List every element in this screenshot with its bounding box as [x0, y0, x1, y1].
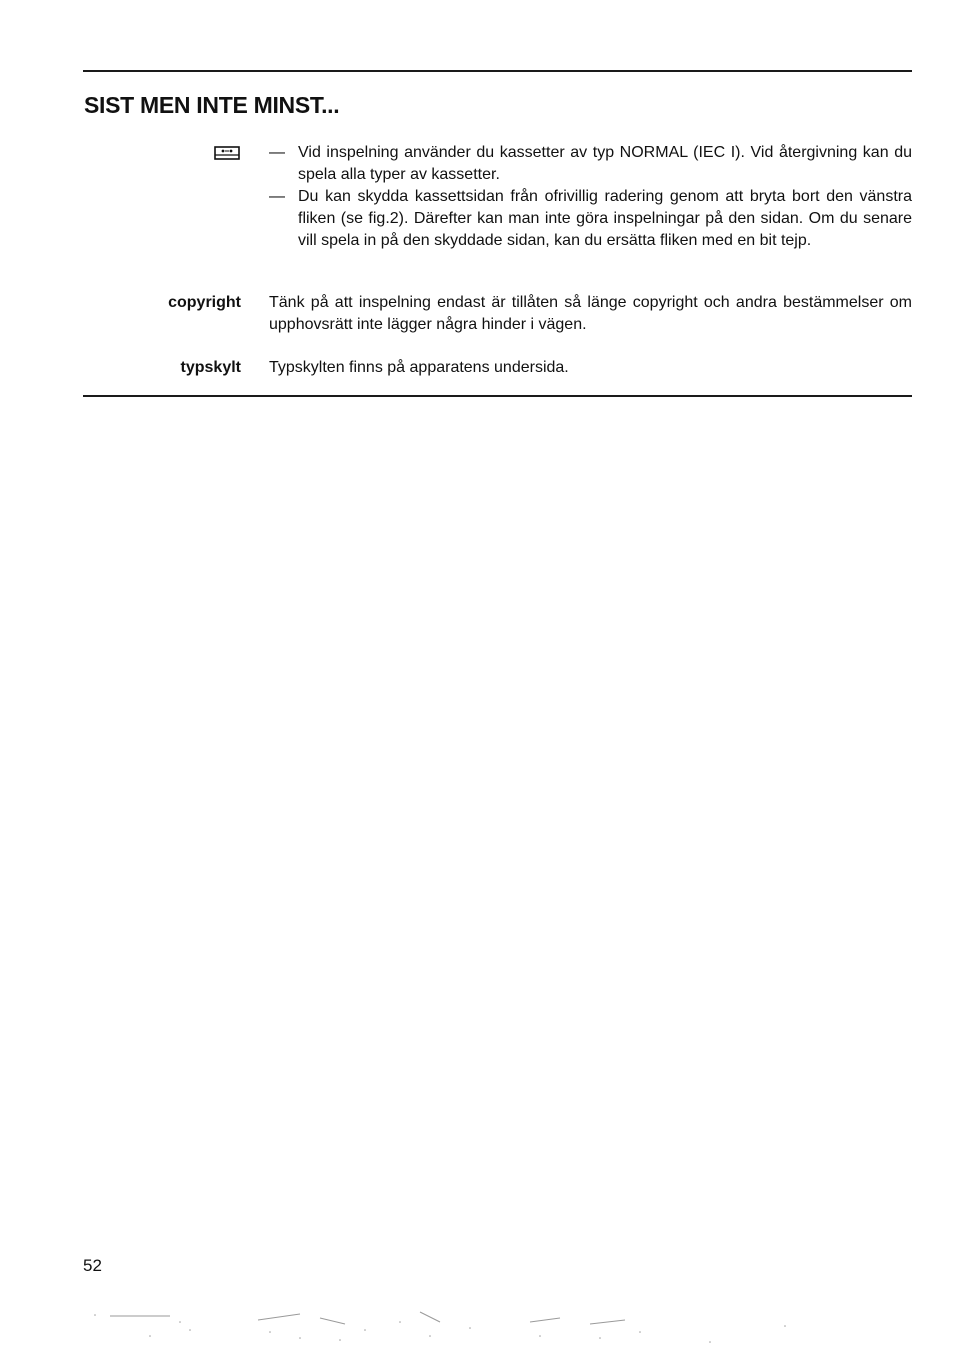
list-item [269, 142, 912, 186]
scan-artifact [0, 1300, 954, 1350]
top-rule [83, 70, 912, 72]
page-title: SIST MEN INTE MINST... [84, 92, 340, 118]
dash-marker: — [269, 144, 285, 161]
list-item-text: Du kan skydda kassettsidan från ofrivillig radering genom att bryta bort den vänstra fliken (se fig.2). Därefter kan man inte göra inspelningar på den sidan. Om du senare vill spela in på den skyddade sidan, kan du ersätta fliken med en bit tejp. [298, 188, 912, 249]
dash-marker: — [269, 188, 285, 205]
cassette-icon [214, 146, 240, 160]
list-item-text: Vid inspelning använder du kassetter av typ NORMAL (IEC I). Vid återgivning kan du spela alla typer av kassetter. [298, 144, 912, 183]
copyright-text: Tänk på att inspelning endast är tillåten så länge copyright och andra bestämmelser om upphovsrätt inte lägger några hinder i vägen. [269, 294, 912, 333]
page-number: 52 [83, 1256, 102, 1275]
typskylt-label: typskylt [180, 359, 241, 376]
cassette-notes-list [269, 142, 912, 252]
copyright-label: copyright [168, 294, 241, 311]
list-item [269, 186, 912, 252]
bottom-rule [83, 395, 912, 397]
typskylt-text: Typskylten finns på apparatens undersida. [269, 359, 569, 376]
